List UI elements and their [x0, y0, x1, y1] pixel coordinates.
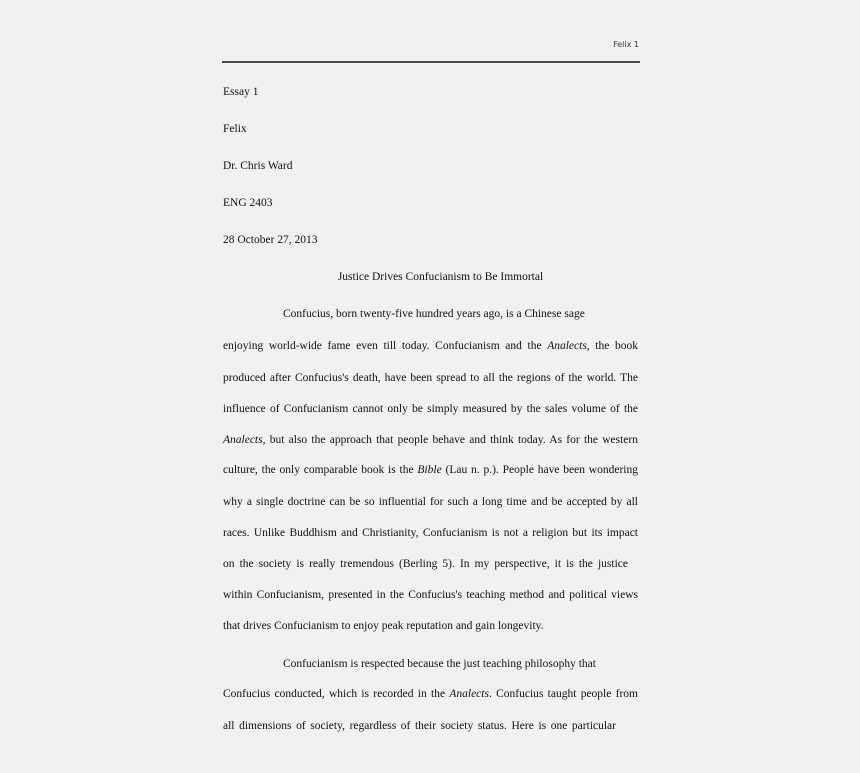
paragraph-line: enjoying world-wide fame even till today. Confucianism and the Analects, the book	[223, 340, 638, 352]
paragraph-line: culture, the only comparable book is the Bible (Lau n. p.). People have been wondering	[223, 464, 638, 476]
italic-title: Bible	[417, 464, 442, 476]
essay-date: 28 October 27, 2013	[223, 234, 318, 246]
paragraph-line: why a single doctrine can be so influential for such a long time and be accepted by all	[223, 496, 638, 508]
paragraph-line: on the society is really tremendous (Berling 5). In my perspective, it is the justice	[223, 558, 628, 570]
course-code: ENG 2403	[223, 197, 273, 209]
paragraph-line: produced after Confucius's death, have been spread to all the regions of the world. The	[223, 372, 638, 384]
italic-title: Analects	[223, 434, 263, 446]
paragraph-line: races. Unlike Buddhism and Christianity, Confucianism is not a religion but its impact	[223, 527, 638, 539]
paragraph-line: Confucianism is respected because the just teaching philosophy that	[283, 658, 596, 670]
paragraph-line: Confucius, born twenty-five hundred years ago, is a Chinese sage	[283, 308, 585, 320]
header-rule	[222, 61, 640, 63]
paragraph-line: Confucius conducted, which is recorded in the Analects. Confucius taught people from	[223, 688, 638, 700]
paragraph-line: within Confucianism, presented in the Confucius's teaching method and political views	[223, 589, 638, 601]
author-name: Felix	[223, 123, 247, 135]
running-head: Felix 1	[613, 40, 639, 49]
paragraph-line: that drives Confucianism to enjoy peak reputation and gain longevity.	[223, 620, 544, 632]
italic-title: Analects	[449, 688, 489, 700]
paragraph-line: Analects, but also the approach that people behave and think today. As for the western	[223, 434, 638, 446]
instructor-name: Dr. Chris Ward	[223, 160, 293, 172]
paragraph-line: influence of Confucianism cannot only be simply measured by the sales volume of the	[223, 403, 638, 415]
italic-title: Analects	[547, 340, 587, 352]
essay-title: Justice Drives Confucianism to Be Immortal	[337, 271, 544, 283]
paragraph-line: all dimensions of society, regardless of their society status. Here is one particular	[223, 720, 616, 732]
essay-label: Essay 1	[223, 86, 259, 98]
